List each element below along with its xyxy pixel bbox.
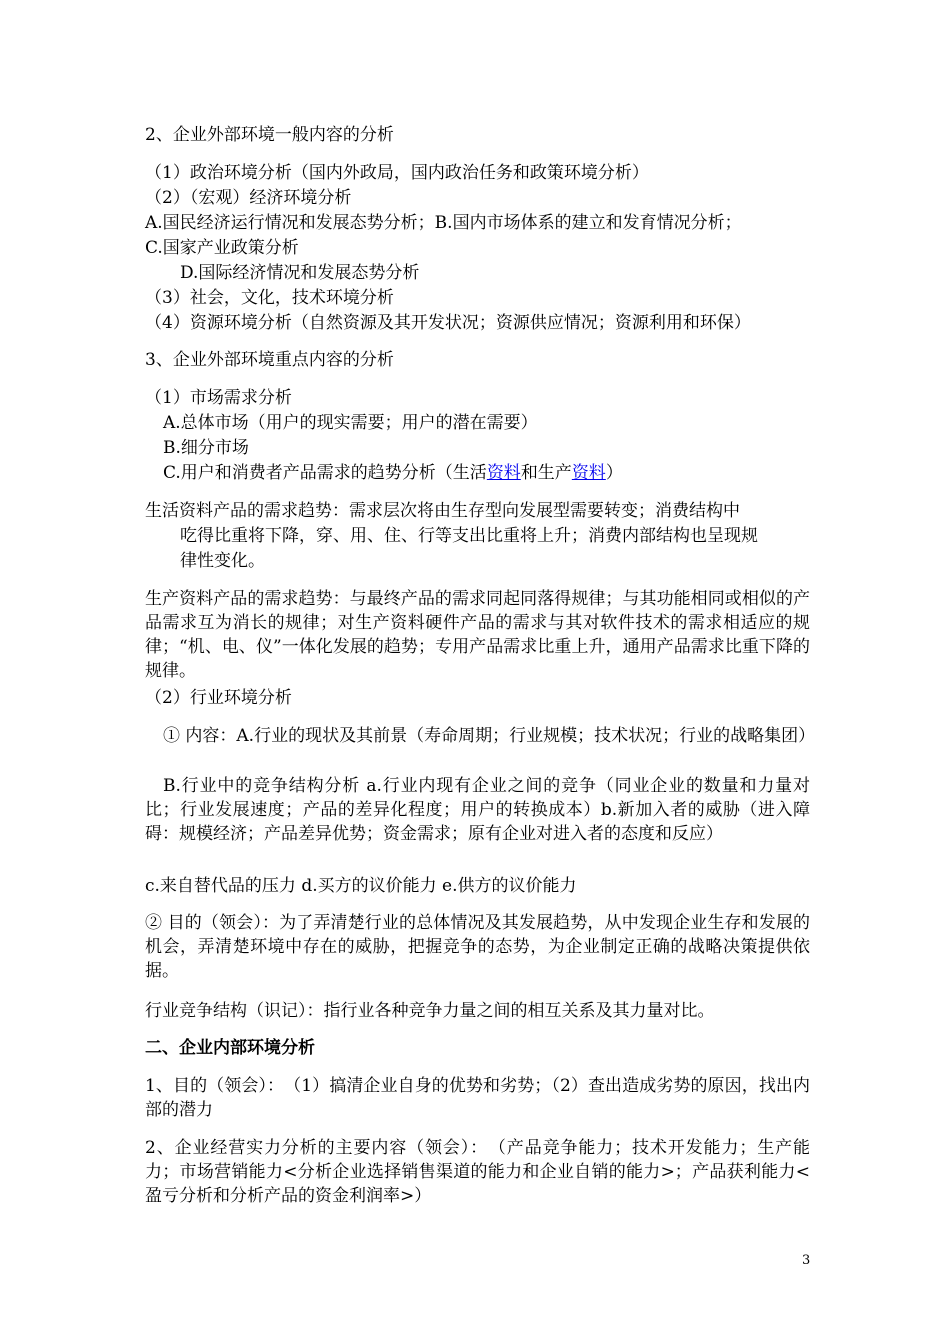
economic-line-3: D.国际经济情况和发展态势分析 [180, 263, 420, 283]
life-demand-line-1: 生活资料产品的需求趋势：需求层次将由生存型向发展型需要转变；消费结构中 [145, 501, 740, 521]
market-trend-mid: 和生产 [520, 463, 572, 483]
item-social-env: （3）社会，文化，技术环境分析 [145, 288, 394, 308]
item-resource-env: （4）资源环境分析（自然资源及其开发状况；资源供应情况；资源利用和环保） [145, 313, 751, 333]
purpose-paragraph: ② 目的（领会）：为了弄清楚行业的总体情况及其发展趋势，从中发现企业生存和发展的机会，弄清楚环境中存在的威胁，把握竞争的态势，为企业制定正确的战略决策提供依据。 [145, 913, 810, 981]
strength-analysis-paragraph: 2、企业经营实力分析的主要内容（领会）： （产品竞争能力；技术开发能力；生产能力；市场营销能力<分析企业选择销售渠道的能力和企业自销的能力>；产品获利能力<盈亏分析和分析产品的资金利润率>） [145, 1138, 810, 1206]
economic-line-2: C.国家产业政策分析 [145, 238, 299, 258]
competition-structure-paragraph: B.行业中的竞争结构分析 a.行业内现有企业之间的竞争（同业企业的数量和力量对比；行业发展速度；产品的差异化程度；用户的转换成本）b.新加入者的威胁（进入障碍：规模经济；产品差异优势；资金需求；原有企业对进入者的态度和反应） [145, 776, 810, 844]
market-trend-text: C.用户和消费者产品需求的趋势分析（生活 [163, 463, 487, 483]
economic-line-1: A.国民经济运行情况和发展态势分析；B.国内市场体系的建立和发育情况分析； [145, 213, 742, 233]
market-trend [163, 461, 623, 485]
item-political-env: （1）政治环境分析（国内外政局，国内政治任务和政策环境分析） [145, 163, 649, 183]
aim-paragraph: 1、目的（领会）： （1）搞清企业自身的优势和劣势；（2）查出造成劣势的原因，找出内部的潜力 [145, 1076, 810, 1120]
life-demand-line-2: 吃得比重将下降，穿、用、住、行等支出比重将上升；消费内部结构也呈现规 [180, 526, 758, 546]
market-segment: B.细分市场 [163, 438, 249, 458]
production-demand-paragraph: 生产资料产品的需求趋势：与最终产品的需求同起同落得规律；与其功能相同或相似的产品需求互为消长的规律；对生产资料硬件产品的需求与其对软件技术的需求相适应的规律；“机、电、仪”一体化发展的趋势；专用产品需求比重上升，通用产品需求比重下降的规律。 [145, 589, 810, 681]
life-demand-line-3: 律性变化。 [180, 551, 265, 571]
materials-link-2[interactable]: 资料 [571, 463, 606, 483]
item-economic-env: （2）（宏观）经济环境分析 [145, 188, 352, 208]
industry-content-paragraph: ① 内容：A.行业的现状及其前景（寿命周期；行业规模；技术状况；行业的战略集团） [163, 726, 816, 746]
internal-env-heading: 二、企业内部环境分析 [145, 1038, 315, 1058]
market-total: A.总体市场（用户的现实需要；用户的潜在需要） [163, 413, 538, 433]
materials-link-1[interactable]: 资料 [486, 463, 521, 483]
page-number: 3 [802, 1253, 811, 1268]
item-industry-env: （2）行业环境分析 [145, 688, 292, 708]
section-heading-3: 3、企业外部环境重点内容的分析 [145, 350, 394, 370]
section-heading-2: 2、企业外部环境一般内容的分析 [145, 125, 394, 145]
market-trend-end: ） [605, 463, 623, 483]
competition-structure-definition: 行业竞争结构（识记）：指行业各种竞争力量之间的相互关系及其力量对比。 [145, 1001, 715, 1021]
item-market-demand: （1）市场需求分析 [145, 388, 292, 408]
competitive-forces-line: c.来自替代品的压力 d.买方的议价能力 e.供方的议价能力 [145, 876, 577, 896]
